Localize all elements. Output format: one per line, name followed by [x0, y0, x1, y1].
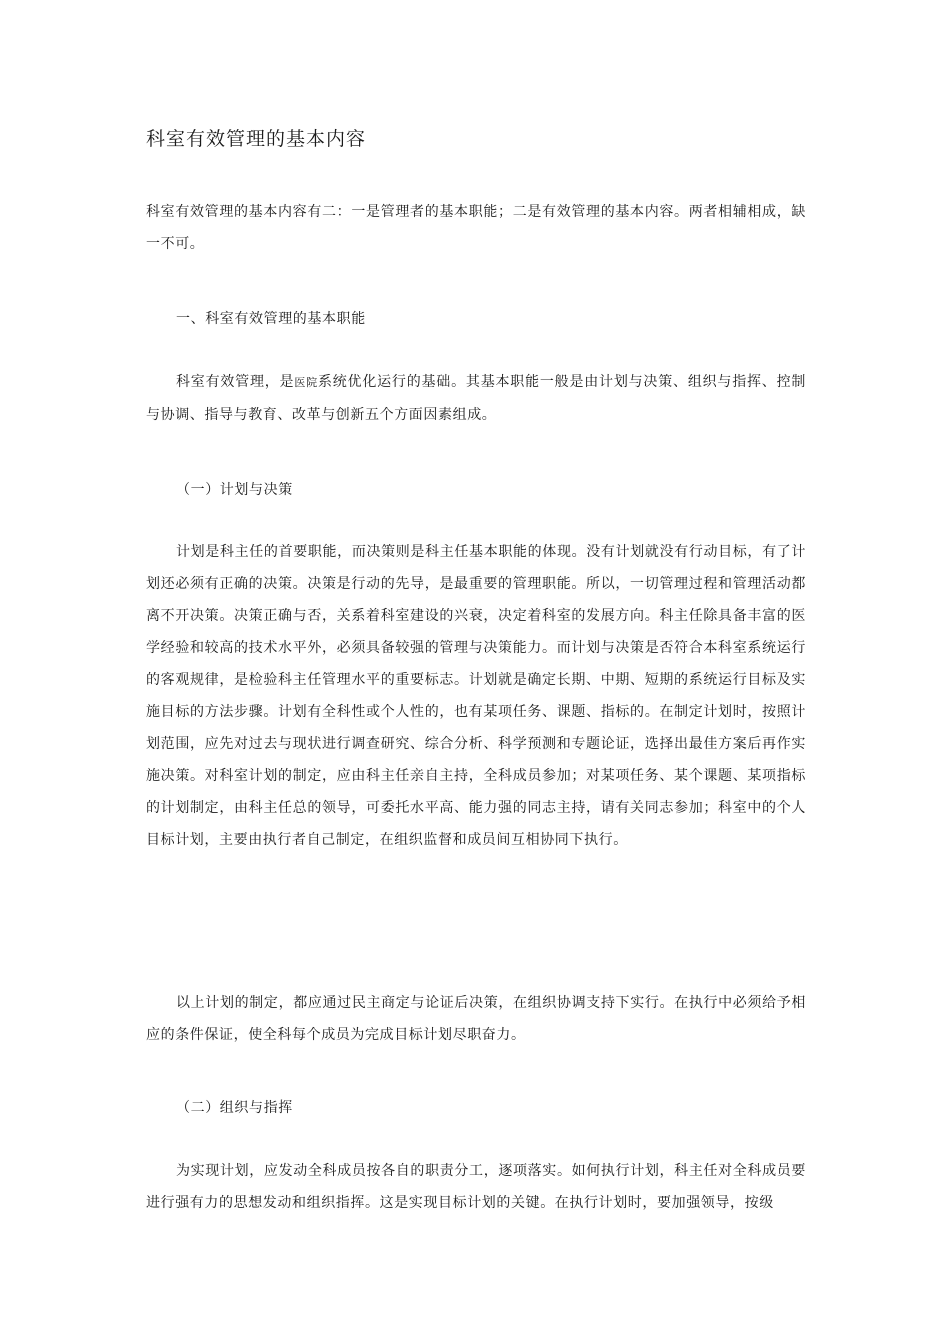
subsection-heading-2: （二）组织与指挥: [176, 1100, 293, 1116]
intro-paragraph: 科室有效管理的基本内容有二：一是管理者的基本职能；二是有效管理的基本内容。两者相辅相成，缺一不可。: [146, 204, 806, 252]
section-1-text-prefix: 科室有效管理，是: [176, 374, 295, 390]
subsection-1-paragraph: 计划是科主任的首要职能，而决策则是科主任基本职能的体现。没有计划就没有行动目标，有了计划还必须有正确的决策。决策是行动的先导，是最重要的管理职能。所以，一切管理过程和管理活动都离不开决策。决策正确与否，关系着科室建设的兴衰，决定着科室的发展方向。科主任除具备丰富的医学经验和较高的技术水平外，必须具备较强的管理与决策能力。而计划与决策是否符合本科室系统运行的客观规律，是检验科主任管理水平的重要标志。计划就是确定长期、中期、短期的系统运行目标及实施目标的方法步骤。计划有全科性或个人性的，也有某项任务、课题、指标的。在制定计划时，按照计划范围，应先对过去与现状进行调查研究、综合分析、科学预测和专题论证，选择出最佳方案后再作实施决策。对科室计划的制定，应由科主任亲自主持，全科成员参加；对某项任务、某个课题、某项指标的计划制定，由科主任总的领导，可委托水平高、能力强的同志主持，请有关同志参加；科室中的个人目标计划，主要由执行者自己制定，在组织监督和成员间互相协同下执行。: [146, 544, 806, 848]
subsection-heading-1: （一）计划与决策: [176, 482, 293, 498]
subsection-1-paragraph-2: 以上计划的制定，都应通过民主商定与论证后决策，在组织协调支持下实行。在执行中必须给予相应的条件保证，使全科每个成员为完成目标计划尽职奋力。: [146, 995, 806, 1043]
section-1-paragraph: [146, 366, 806, 431]
document-title: 科室有效管理的基本内容: [146, 128, 367, 150]
subsection-2-paragraph: 为实现计划，应发动全科成员按各自的职责分工，逐项落实。如何执行计划，科主任对全科成员要进行强有力的思想发动和组织指挥。这是实现目标计划的关键。在执行计划时，要加强领导，按级: [146, 1163, 806, 1211]
hospital-word: 医院: [294, 376, 318, 389]
section-1-text-suffix: 系统优化运行的基础。其基本职能一般是由计划与决策、组织与指挥、控制与协调、指导与教育、改革与创新五个方面因素组成。: [146, 374, 806, 423]
section-heading-1: 一、科室有效管理的基本职能: [176, 311, 366, 327]
